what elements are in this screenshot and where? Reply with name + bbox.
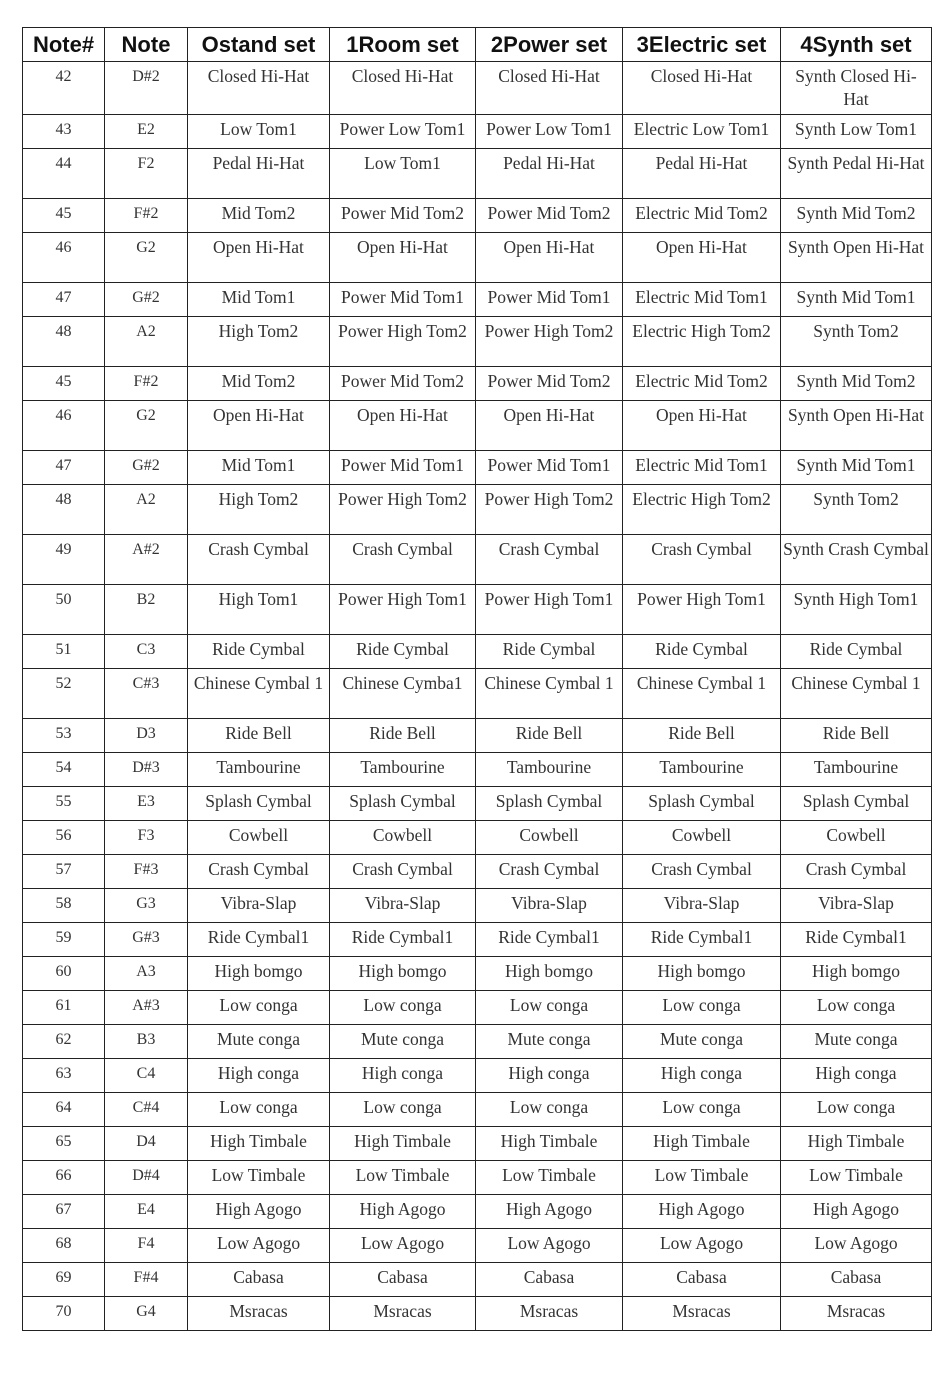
power-set-cell: High conga	[476, 1059, 623, 1093]
power-set-cell: Ride Cymbal	[476, 635, 623, 669]
table-row	[23, 1195, 932, 1229]
table-body	[23, 62, 932, 1331]
power-set-cell: Power Mid Tom1	[476, 283, 623, 317]
table-row	[23, 1127, 932, 1161]
table-row	[23, 233, 932, 283]
power-set-cell: Low conga	[476, 1093, 623, 1127]
note-cell: D#4	[105, 1161, 188, 1195]
synth-set-cell: Ride Cymbal	[781, 635, 932, 669]
note-number-cell: 57	[23, 855, 105, 889]
table-row	[23, 485, 932, 535]
table-row	[23, 199, 932, 233]
note-number-cell: 47	[23, 283, 105, 317]
table-row	[23, 635, 932, 669]
power-set-cell: Cowbell	[476, 821, 623, 855]
room-set-cell: High bomgo	[330, 957, 476, 991]
note-cell: E4	[105, 1195, 188, 1229]
note-cell: G2	[105, 401, 188, 451]
ostand-set-cell: Low Agogo	[188, 1229, 330, 1263]
table-row	[23, 62, 932, 115]
power-set-cell: High Timbale	[476, 1127, 623, 1161]
electric-set-cell: Electric Low Tom1	[623, 115, 781, 149]
note-number-cell: 43	[23, 115, 105, 149]
note-number-cell: 64	[23, 1093, 105, 1127]
synth-set-cell: Ride Cymbal1	[781, 923, 932, 957]
note-cell: E3	[105, 787, 188, 821]
electric-set-cell: Closed Hi-Hat	[623, 62, 781, 115]
note-cell: G#2	[105, 451, 188, 485]
ostand-set-cell: Crash Cymbal	[188, 855, 330, 889]
power-set-cell: Power Mid Tom2	[476, 199, 623, 233]
ostand-set-cell: High bomgo	[188, 957, 330, 991]
electric-set-cell: Ride Cymbal1	[623, 923, 781, 957]
table-row	[23, 957, 932, 991]
power-set-cell: Crash Cymbal	[476, 855, 623, 889]
room-set-cell: Power High Tom2	[330, 485, 476, 535]
synth-set-cell: Cowbell	[781, 821, 932, 855]
electric-set-cell: Ride Cymbal	[623, 635, 781, 669]
power-set-cell: Mute conga	[476, 1025, 623, 1059]
ostand-set-cell: High conga	[188, 1059, 330, 1093]
note-number-cell: 44	[23, 149, 105, 199]
power-set-cell: High bomgo	[476, 957, 623, 991]
note-number-cell: 66	[23, 1161, 105, 1195]
power-set-cell: Splash Cymbal	[476, 787, 623, 821]
synth-set-cell: Low Timbale	[781, 1161, 932, 1195]
header-room-set: 1Room set	[330, 28, 476, 62]
room-set-cell: Splash Cymbal	[330, 787, 476, 821]
room-set-cell: Cabasa	[330, 1263, 476, 1297]
note-cell: D4	[105, 1127, 188, 1161]
table-row	[23, 889, 932, 923]
room-set-cell: Cowbell	[330, 821, 476, 855]
drum-note-table	[22, 27, 932, 1331]
note-cell: G#3	[105, 923, 188, 957]
ostand-set-cell: Ride Cymbal	[188, 635, 330, 669]
ostand-set-cell: High Tom1	[188, 585, 330, 635]
note-cell: D3	[105, 719, 188, 753]
power-set-cell: Low Agogo	[476, 1229, 623, 1263]
note-number-cell: 47	[23, 451, 105, 485]
electric-set-cell: Electric High Tom2	[623, 317, 781, 367]
note-number-cell: 70	[23, 1297, 105, 1331]
electric-set-cell: Splash Cymbal	[623, 787, 781, 821]
power-set-cell: Cabasa	[476, 1263, 623, 1297]
electric-set-cell: Electric Mid Tom2	[623, 367, 781, 401]
electric-set-cell: Open Hi-Hat	[623, 233, 781, 283]
synth-set-cell: Chinese Cymbal 1	[781, 669, 932, 719]
synth-set-cell: Synth High Tom1	[781, 585, 932, 635]
synth-set-cell: High Timbale	[781, 1127, 932, 1161]
note-cell: B2	[105, 585, 188, 635]
electric-set-cell: Electric Mid Tom2	[623, 199, 781, 233]
synth-set-cell: Crash Cymbal	[781, 855, 932, 889]
note-cell: F#3	[105, 855, 188, 889]
synth-set-cell: Synth Tom2	[781, 317, 932, 367]
table-row	[23, 991, 932, 1025]
ostand-set-cell: High Agogo	[188, 1195, 330, 1229]
note-number-cell: 50	[23, 585, 105, 635]
note-cell: G2	[105, 233, 188, 283]
synth-set-cell: Synth Pedal Hi-Hat	[781, 149, 932, 199]
synth-set-cell: Low Agogo	[781, 1229, 932, 1263]
note-number-cell: 61	[23, 991, 105, 1025]
note-cell: F#2	[105, 367, 188, 401]
note-cell: A2	[105, 317, 188, 367]
ostand-set-cell: Low conga	[188, 1093, 330, 1127]
ostand-set-cell: Mute conga	[188, 1025, 330, 1059]
electric-set-cell: Cowbell	[623, 821, 781, 855]
power-set-cell: Ride Bell	[476, 719, 623, 753]
electric-set-cell: Crash Cymbal	[623, 855, 781, 889]
note-number-cell: 45	[23, 367, 105, 401]
note-number-cell: 59	[23, 923, 105, 957]
power-set-cell: Power High Tom2	[476, 485, 623, 535]
electric-set-cell: High Timbale	[623, 1127, 781, 1161]
table-row	[23, 451, 932, 485]
synth-set-cell: Synth Open Hi-Hat	[781, 401, 932, 451]
note-cell: F2	[105, 149, 188, 199]
power-set-cell: Pedal Hi-Hat	[476, 149, 623, 199]
power-set-cell: Power High Tom1	[476, 585, 623, 635]
ostand-set-cell: Splash Cymbal	[188, 787, 330, 821]
ostand-set-cell: Cabasa	[188, 1263, 330, 1297]
room-set-cell: Open Hi-Hat	[330, 233, 476, 283]
electric-set-cell: Electric Mid Tom1	[623, 283, 781, 317]
room-set-cell: Ride Bell	[330, 719, 476, 753]
table-row	[23, 317, 932, 367]
room-set-cell: Power Mid Tom1	[330, 451, 476, 485]
electric-set-cell: Electric High Tom2	[623, 485, 781, 535]
power-set-cell: Power Low Tom1	[476, 115, 623, 149]
room-set-cell: Power High Tom2	[330, 317, 476, 367]
table-row	[23, 283, 932, 317]
note-cell: D#2	[105, 62, 188, 115]
synth-set-cell: Splash Cymbal	[781, 787, 932, 821]
note-cell: F4	[105, 1229, 188, 1263]
ostand-set-cell: High Tom2	[188, 317, 330, 367]
note-number-cell: 46	[23, 233, 105, 283]
note-cell: C#4	[105, 1093, 188, 1127]
room-set-cell: Crash Cymbal	[330, 535, 476, 585]
power-set-cell: Open Hi-Hat	[476, 233, 623, 283]
note-number-cell: 46	[23, 401, 105, 451]
power-set-cell: Tambourine	[476, 753, 623, 787]
power-set-cell: Low Timbale	[476, 1161, 623, 1195]
power-set-cell: High Agogo	[476, 1195, 623, 1229]
note-cell: A2	[105, 485, 188, 535]
ostand-set-cell: Low Tom1	[188, 115, 330, 149]
note-cell: F#4	[105, 1263, 188, 1297]
power-set-cell: Power High Tom2	[476, 317, 623, 367]
synth-set-cell: Vibra-Slap	[781, 889, 932, 923]
table-row	[23, 821, 932, 855]
electric-set-cell: Msracas	[623, 1297, 781, 1331]
ostand-set-cell: Vibra-Slap	[188, 889, 330, 923]
ostand-set-cell: Mid Tom1	[188, 283, 330, 317]
room-set-cell: Vibra-Slap	[330, 889, 476, 923]
table-row	[23, 149, 932, 199]
power-set-cell: Closed Hi-Hat	[476, 62, 623, 115]
synth-set-cell: High Agogo	[781, 1195, 932, 1229]
note-cell: G4	[105, 1297, 188, 1331]
table-row	[23, 923, 932, 957]
note-cell: B3	[105, 1025, 188, 1059]
header-electric-set: 3Electric set	[623, 28, 781, 62]
table-row	[23, 1161, 932, 1195]
synth-set-cell: Mute conga	[781, 1025, 932, 1059]
synth-set-cell: Low conga	[781, 1093, 932, 1127]
note-number-cell: 54	[23, 753, 105, 787]
table-row	[23, 1059, 932, 1093]
electric-set-cell: Low Agogo	[623, 1229, 781, 1263]
note-cell: F#2	[105, 199, 188, 233]
electric-set-cell: Mute conga	[623, 1025, 781, 1059]
room-set-cell: High Timbale	[330, 1127, 476, 1161]
room-set-cell: Msracas	[330, 1297, 476, 1331]
note-cell: E2	[105, 115, 188, 149]
header-synth-set: 4Synth set	[781, 28, 932, 62]
table-row	[23, 367, 932, 401]
ostand-set-cell: High Timbale	[188, 1127, 330, 1161]
power-set-cell: Crash Cymbal	[476, 535, 623, 585]
electric-set-cell: Low Timbale	[623, 1161, 781, 1195]
electric-set-cell: Low conga	[623, 1093, 781, 1127]
table-header-row	[23, 28, 932, 62]
note-number-cell: 56	[23, 821, 105, 855]
note-cell: A#2	[105, 535, 188, 585]
electric-set-cell: Open Hi-Hat	[623, 401, 781, 451]
electric-set-cell: High Agogo	[623, 1195, 781, 1229]
room-set-cell: Power High Tom1	[330, 585, 476, 635]
electric-set-cell: Pedal Hi-Hat	[623, 149, 781, 199]
electric-set-cell: High bomgo	[623, 957, 781, 991]
note-number-cell: 48	[23, 485, 105, 535]
header-note: Note	[105, 28, 188, 62]
electric-set-cell: Low conga	[623, 991, 781, 1025]
electric-set-cell: Crash Cymbal	[623, 535, 781, 585]
note-cell: A#3	[105, 991, 188, 1025]
room-set-cell: High conga	[330, 1059, 476, 1093]
note-cell: G#2	[105, 283, 188, 317]
table-row	[23, 115, 932, 149]
note-number-cell: 65	[23, 1127, 105, 1161]
electric-set-cell: Ride Bell	[623, 719, 781, 753]
room-set-cell: Low conga	[330, 991, 476, 1025]
note-number-cell: 49	[23, 535, 105, 585]
room-set-cell: Mute conga	[330, 1025, 476, 1059]
electric-set-cell: Chinese Cymbal 1	[623, 669, 781, 719]
room-set-cell: Power Low Tom1	[330, 115, 476, 149]
table-row	[23, 1297, 932, 1331]
note-number-cell: 69	[23, 1263, 105, 1297]
electric-set-cell: Tambourine	[623, 753, 781, 787]
ostand-set-cell: Mid Tom2	[188, 199, 330, 233]
table-row	[23, 1025, 932, 1059]
note-number-cell: 67	[23, 1195, 105, 1229]
table-row	[23, 787, 932, 821]
power-set-cell: Low conga	[476, 991, 623, 1025]
note-number-cell: 52	[23, 669, 105, 719]
electric-set-cell: Electric Mid Tom1	[623, 451, 781, 485]
ostand-set-cell: Msracas	[188, 1297, 330, 1331]
synth-set-cell: Tambourine	[781, 753, 932, 787]
room-set-cell: Power Mid Tom2	[330, 199, 476, 233]
table-row	[23, 1229, 932, 1263]
table-row	[23, 585, 932, 635]
note-number-cell: 62	[23, 1025, 105, 1059]
note-number-cell: 60	[23, 957, 105, 991]
note-number-cell: 63	[23, 1059, 105, 1093]
note-number-cell: 45	[23, 199, 105, 233]
room-set-cell: Low Tom1	[330, 149, 476, 199]
ostand-set-cell: High Tom2	[188, 485, 330, 535]
synth-set-cell: Cabasa	[781, 1263, 932, 1297]
note-number-cell: 48	[23, 317, 105, 367]
table-row	[23, 855, 932, 889]
power-set-cell: Vibra-Slap	[476, 889, 623, 923]
header-note-number: Note#	[23, 28, 105, 62]
ostand-set-cell: Cowbell	[188, 821, 330, 855]
note-number-cell: 42	[23, 62, 105, 115]
room-set-cell: Power Mid Tom2	[330, 367, 476, 401]
power-set-cell: Chinese Cymbal 1	[476, 669, 623, 719]
note-number-cell: 68	[23, 1229, 105, 1263]
note-cell: C#3	[105, 669, 188, 719]
power-set-cell: Ride Cymbal1	[476, 923, 623, 957]
note-number-cell: 58	[23, 889, 105, 923]
synth-set-cell: High conga	[781, 1059, 932, 1093]
power-set-cell: Open Hi-Hat	[476, 401, 623, 451]
room-set-cell: Power Mid Tom1	[330, 283, 476, 317]
power-set-cell: Msracas	[476, 1297, 623, 1331]
note-cell: C3	[105, 635, 188, 669]
ostand-set-cell: Pedal Hi-Hat	[188, 149, 330, 199]
synth-set-cell: Synth Mid Tom1	[781, 451, 932, 485]
room-set-cell: Crash Cymbal	[330, 855, 476, 889]
synth-set-cell: Msracas	[781, 1297, 932, 1331]
synth-set-cell: Synth Mid Tom2	[781, 367, 932, 401]
power-set-cell: Power Mid Tom2	[476, 367, 623, 401]
room-set-cell: Low conga	[330, 1093, 476, 1127]
note-number-cell: 55	[23, 787, 105, 821]
synth-set-cell: Synth Mid Tom1	[781, 283, 932, 317]
synth-set-cell: High bomgo	[781, 957, 932, 991]
ostand-set-cell: Closed Hi-Hat	[188, 62, 330, 115]
table-row	[23, 719, 932, 753]
ostand-set-cell: Crash Cymbal	[188, 535, 330, 585]
note-cell: C4	[105, 1059, 188, 1093]
room-set-cell: Ride Cymbal1	[330, 923, 476, 957]
room-set-cell: Tambourine	[330, 753, 476, 787]
electric-set-cell: High conga	[623, 1059, 781, 1093]
table-row	[23, 401, 932, 451]
note-cell: F3	[105, 821, 188, 855]
synth-set-cell: Synth Crash Cymbal	[781, 535, 932, 585]
ostand-set-cell: Ride Cymbal1	[188, 923, 330, 957]
synth-set-cell: Synth Tom2	[781, 485, 932, 535]
ostand-set-cell: Low conga	[188, 991, 330, 1025]
synth-set-cell: Synth Low Tom1	[781, 115, 932, 149]
ostand-set-cell: Open Hi-Hat	[188, 233, 330, 283]
synth-set-cell: Low conga	[781, 991, 932, 1025]
ostand-set-cell: Open Hi-Hat	[188, 401, 330, 451]
note-cell: D#3	[105, 753, 188, 787]
ostand-set-cell: Low Timbale	[188, 1161, 330, 1195]
table-row	[23, 753, 932, 787]
ostand-set-cell: Mid Tom2	[188, 367, 330, 401]
synth-set-cell: Ride Bell	[781, 719, 932, 753]
room-set-cell: Low Timbale	[330, 1161, 476, 1195]
ostand-set-cell: Tambourine	[188, 753, 330, 787]
ostand-set-cell: Mid Tom1	[188, 451, 330, 485]
synth-set-cell: Synth Open Hi-Hat	[781, 233, 932, 283]
note-cell: G3	[105, 889, 188, 923]
synth-set-cell: Synth Closed Hi-Hat	[781, 62, 932, 115]
room-set-cell: High Agogo	[330, 1195, 476, 1229]
electric-set-cell: Cabasa	[623, 1263, 781, 1297]
electric-set-cell: Vibra-Slap	[623, 889, 781, 923]
note-number-cell: 51	[23, 635, 105, 669]
room-set-cell: Closed Hi-Hat	[330, 62, 476, 115]
table-row	[23, 1263, 932, 1297]
room-set-cell: Low Agogo	[330, 1229, 476, 1263]
header-ostand-set: Ostand set	[188, 28, 330, 62]
ostand-set-cell: Chinese Cymbal 1	[188, 669, 330, 719]
room-set-cell: Open Hi-Hat	[330, 401, 476, 451]
note-number-cell: 53	[23, 719, 105, 753]
table-row	[23, 535, 932, 585]
ostand-set-cell: Ride Bell	[188, 719, 330, 753]
electric-set-cell: Power High Tom1	[623, 585, 781, 635]
header-power-set: 2Power set	[476, 28, 623, 62]
synth-set-cell: Synth Mid Tom2	[781, 199, 932, 233]
table-row	[23, 669, 932, 719]
table-row	[23, 1093, 932, 1127]
power-set-cell: Power Mid Tom1	[476, 451, 623, 485]
room-set-cell: Ride Cymbal	[330, 635, 476, 669]
room-set-cell: Chinese Cymba1	[330, 669, 476, 719]
note-cell: A3	[105, 957, 188, 991]
